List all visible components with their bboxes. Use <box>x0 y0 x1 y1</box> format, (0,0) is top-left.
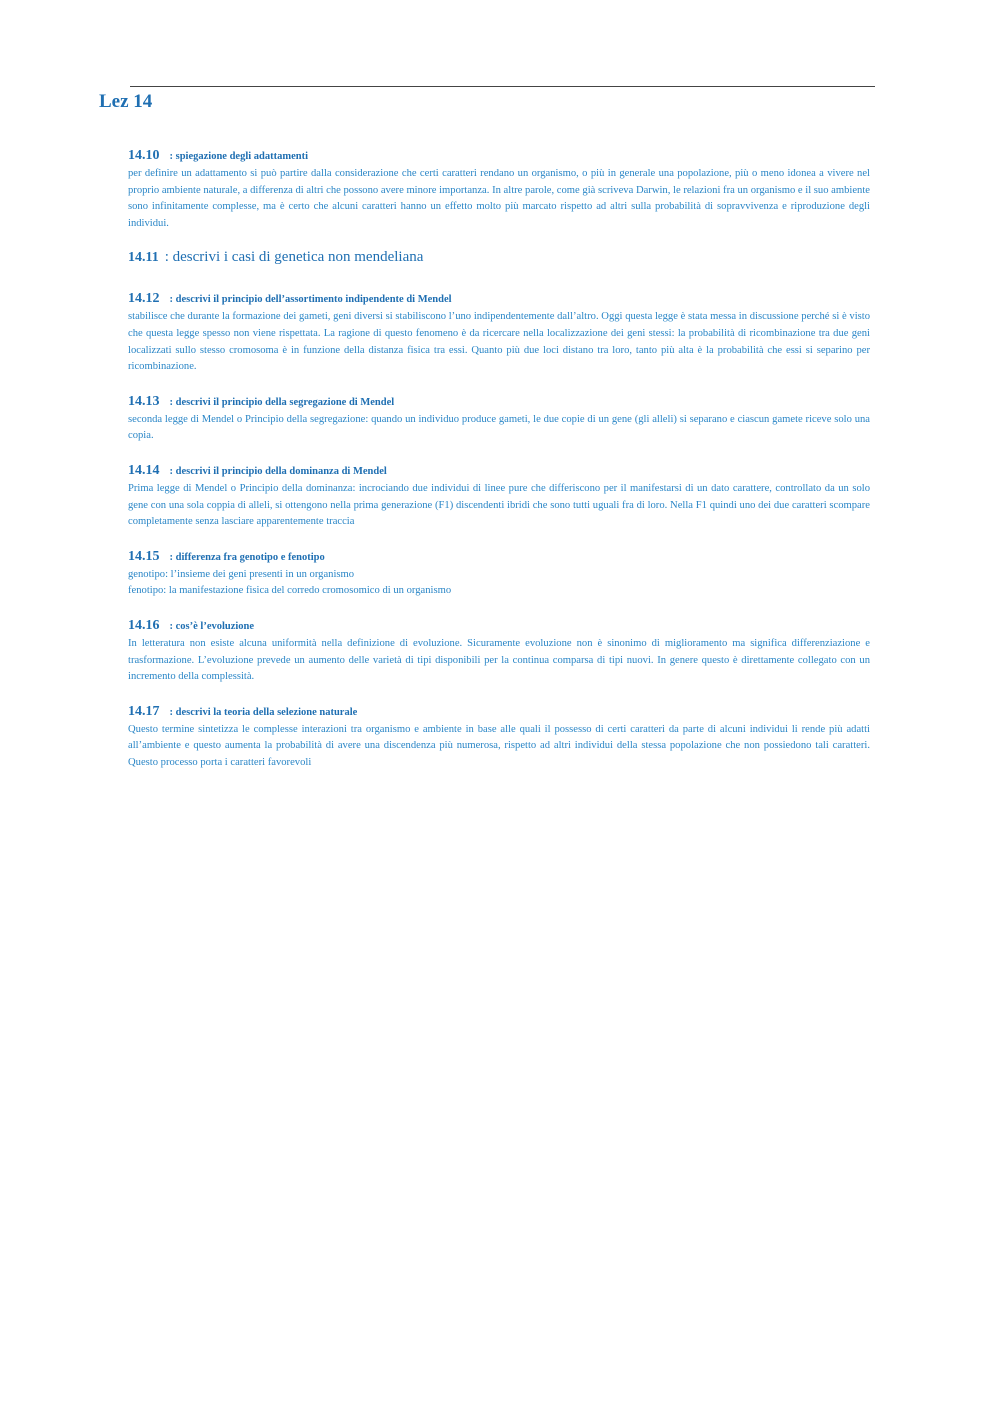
section-title: : descrivi il principio della dominanza di Mendel <box>169 465 387 477</box>
section-number: 14.14 <box>128 462 160 478</box>
lesson-title: Lez 14 <box>99 91 153 112</box>
section-text: seconda legge di Mendel o Principio della segregazione: quando un individuo produce gameti, le due copie di un gene (gli alleli) si separano e ciascun gamete riceve solo una copia. <box>128 413 870 442</box>
section-heading <box>128 289 870 309</box>
section-title: : cos’è l’evoluzione <box>169 620 255 632</box>
header-rule <box>130 86 875 87</box>
section-14-11 <box>128 248 870 267</box>
section-14-12 <box>128 289 870 375</box>
section-title: : descrivi il principio della segregazione di Mendel <box>169 396 395 408</box>
document-body <box>128 146 870 787</box>
section-14-13 <box>128 392 870 445</box>
section-number: 14.10 <box>128 148 160 163</box>
section-text: In letteratura non esiste alcuna uniformità nella definizione di evoluzione. Sicuramente evoluzione non è sinonimo di miglioramento ma significa differenziazione e trasformazione. L’evoluzione prevede un aumento delle varietà di tipi disponibili per la continua comparsa di tipi nuovi. In genere questo è direttamente collegato con un incremento della complessità. <box>128 637 870 683</box>
section-text: per definire un adattamento si può partire dalla considerazione che certi caratteri rendano un organismo, o più in generale una popolazione, più o meno idonea a vivere nel proprio ambiente naturale, a differenza di altri che possono avere minore importanza. In altre parole, come già scriveva Darwin, le relazioni fra un organismo e il suo ambiente sono infinitamente complesse, ma è certo che alcuni caratteri hanno un effetto molto più marcato rispetto ad altri sulla probabilità di sopravvivenza e riproduzione degli individui. <box>128 168 870 229</box>
section-heading <box>128 248 870 267</box>
section-title: : descrivi il principio dell’assortimento indipendente di Mendel <box>169 294 452 306</box>
section-heading <box>128 392 870 412</box>
section-heading <box>128 702 870 722</box>
phenotype-definition: fenotipo: la manifestazione fisica del corredo cromosomico di un organismo <box>128 585 452 597</box>
section-number: 14.12 <box>128 291 160 307</box>
section-title: : spiegazione degli adattamenti <box>169 151 309 162</box>
section-number: 14.15 <box>128 548 160 564</box>
section-number: 14.17 <box>128 703 160 719</box>
section-heading <box>128 616 870 636</box>
section-number: 14.11 <box>128 250 159 266</box>
section-14-16 <box>128 616 870 686</box>
section-title: : differenza fra genotipo e fenotipo <box>169 551 325 563</box>
section-14-14 <box>128 461 870 531</box>
section-number: 14.13 <box>128 393 160 409</box>
section-number: 14.16 <box>128 617 160 633</box>
section-text: stabilisce che durante la formazione dei gameti, geni diversi si stabiliscono l’uno indipendentemente dall’altro. Oggi questa legge è stata messa in discussione perché si è visto che questa legge spesso non viene rispettata. La ragione di questo fenomeno è da ricercare nella localizzazione dei geni stessi: la probabilità di ricombinazione tra due geni localizzati sullo stesso cromosoma è in funzione della distanza fisica tra essi. Quanto più due loci distano tra loro, tanto più alta è la probabilità che essi si separino per ricombinazione. <box>128 311 870 373</box>
section-text: Questo termine sintetizza le complesse interazioni tra organismo e ambiente in base alle quali il possesso di certi caratteri da parte di alcuni individui li rende più adatti all’ambiente e questo aumenta la probabilità di avere una discendenza più numerosa, rispetto ad altri individui della stessa popolazione che non possiedono tali caratteri. Questo processo porta i caratteri favorevoli <box>128 723 870 768</box>
section-heading <box>128 547 870 567</box>
section-14-15 <box>128 547 870 600</box>
section-heading <box>128 146 870 166</box>
section-text: Prima legge di Mendel o Principio della dominanza: incrociando due individui di linee pure che differiscono per il manifestarsi di un dato carattere, controllato da un solo gene con una sola coppia di alleli, si ottengono nella prima generazione (F1) discendenti ibridi che sono tutti uguali fra di loro. Nella F1 quindi uno dei due caratteri scompare completamente senza lasciare apparentemente traccia <box>128 482 870 528</box>
section-14-10 <box>128 146 870 232</box>
section-title: : descrivi la teoria della selezione naturale <box>169 706 358 718</box>
section-text <box>128 567 870 600</box>
section-heading <box>128 461 870 481</box>
section-title: : descrivi i casi di genetica non mendeliana <box>164 249 424 266</box>
section-14-17 <box>128 702 870 772</box>
genotype-definition: genotipo: l’insieme dei geni presenti in un organismo <box>128 568 355 580</box>
